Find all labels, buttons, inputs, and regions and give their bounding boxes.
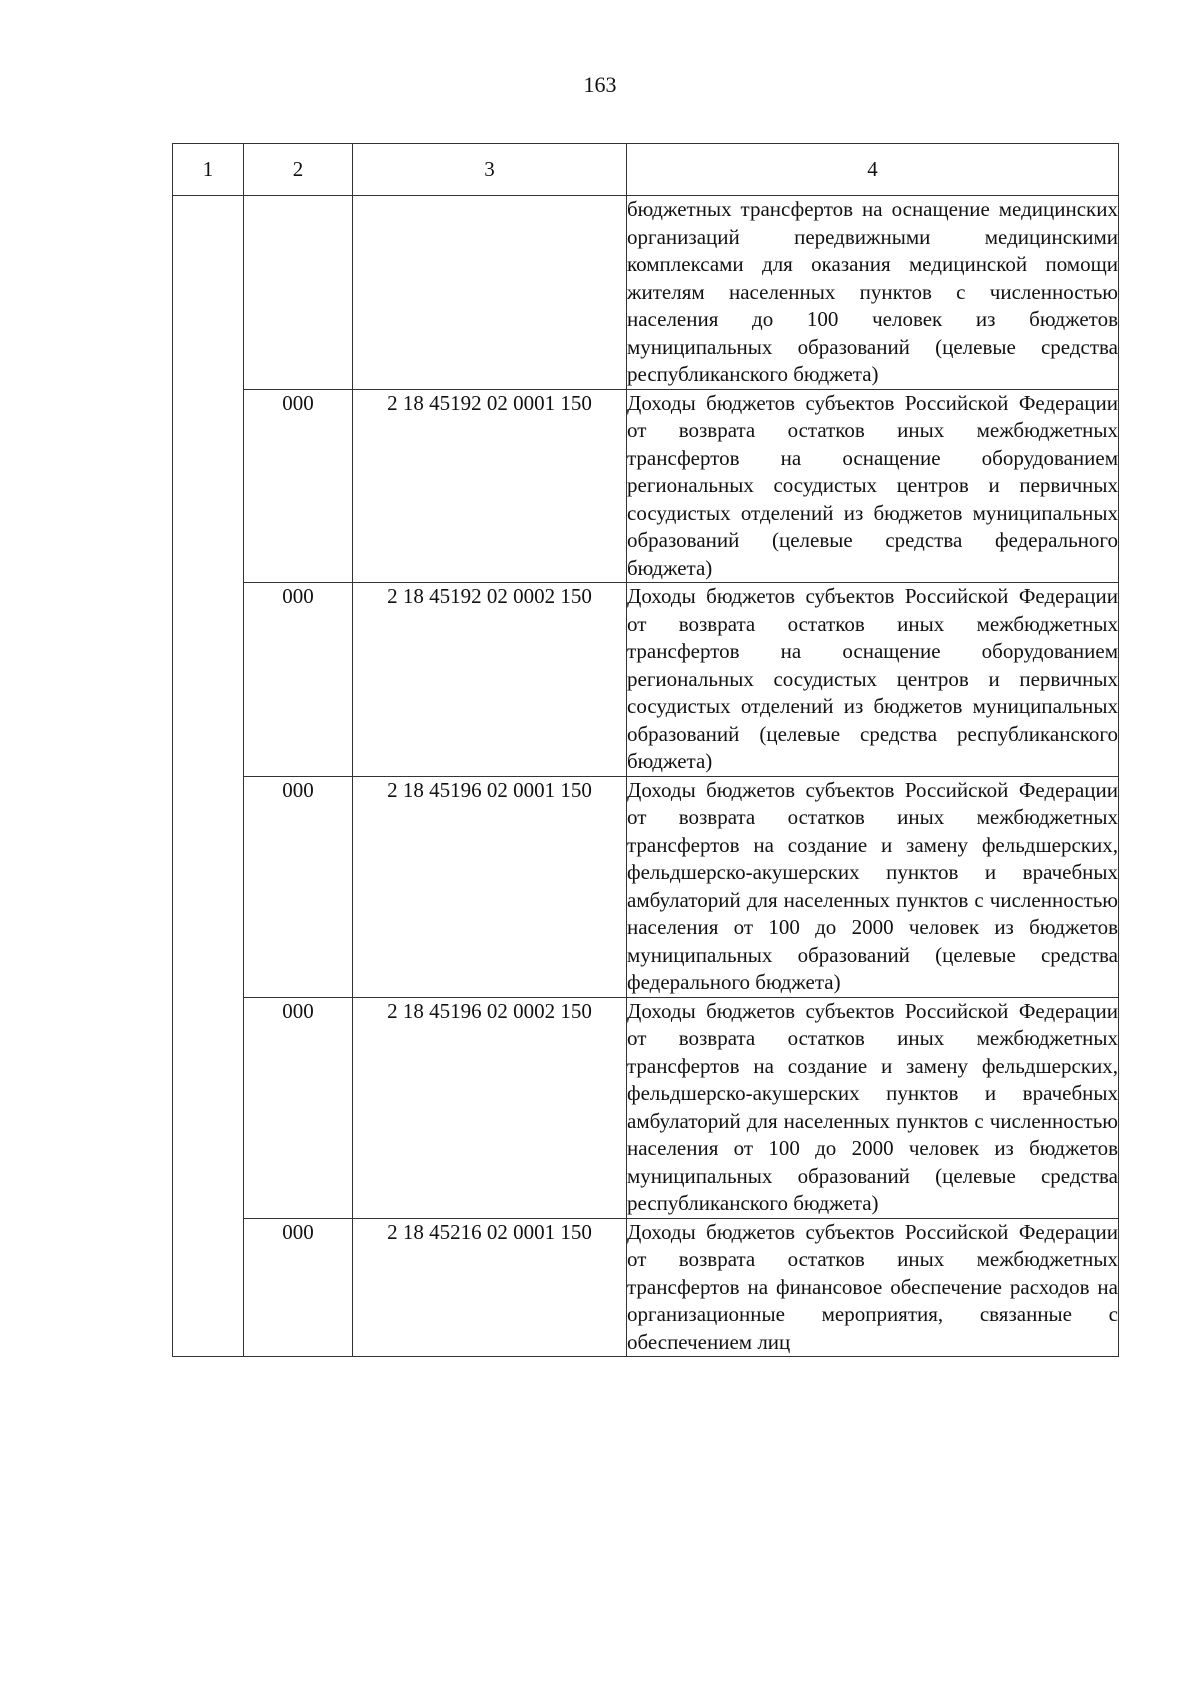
revenue-description-cell: Доходы бюджетов субъектов Российской Федерации от возврата остатков иных межбюджетных трансфертов на оснащение оборудованием региональных сосудистых центров и первичных сосудистых отделений из бюджетов муниципальных образований (целевые средства республиканского бюджета): [627, 583, 1119, 777]
table-row: [173, 583, 1119, 777]
admin-code-cell: 000: [244, 583, 353, 777]
revenue-description-cell: бюджетных трансфертов на оснащение медицинских организаций передвижными медицинскими комплексами для оказания медицинской помощи жителям населенных пунктов с численностью населения до 100 человек из бюджетов муниципальных образований (целевые средства республиканского бюджета): [627, 196, 1119, 390]
table-row: [173, 196, 1119, 390]
table-row: [173, 776, 1119, 997]
admin-code-cell: 000: [244, 997, 353, 1218]
revenue-description-cell: Доходы бюджетов субъектов Российской Федерации от возврата остатков иных межбюджетных трансфертов на создание и замену фельдшерских, фельдшерско-акушерских пунктов и врачебных амбулаторий для населенных пунктов с численностью населения от 100 до 2000 человек из бюджетов муниципальных образований (целевые средства федерального бюджета): [627, 776, 1119, 997]
header-col-1: 1: [173, 144, 244, 196]
table-header-row: [173, 144, 1119, 196]
budget-classification-code-cell: 2 18 45196 02 0002 150: [353, 997, 627, 1218]
admin-code-cell: 000: [244, 776, 353, 997]
revenue-description-cell: Доходы бюджетов субъектов Российской Федерации от возврата остатков иных межбюджетных трансфертов на финансовое обеспечение расходов на организационные мероприятия, связанные с обеспечением лиц: [627, 1218, 1119, 1357]
header-col-3: 3: [353, 144, 627, 196]
budget-classification-code-cell: 2 18 45192 02 0002 150: [353, 583, 627, 777]
header-col-2: 2: [244, 144, 353, 196]
budget-classification-code-cell: 2 18 45216 02 0001 150: [353, 1218, 627, 1357]
budget-classification-code-cell: 2 18 45196 02 0001 150: [353, 776, 627, 997]
table-row: [173, 1218, 1119, 1357]
header-col-4: 4: [627, 144, 1119, 196]
page-number: 163: [583, 72, 617, 97]
budget-revenue-table: [172, 143, 1119, 1357]
column-1-merged-cell: [173, 196, 244, 1357]
admin-code-cell: [244, 196, 353, 390]
budget-classification-code-cell: [353, 196, 627, 390]
revenue-description-cell: Доходы бюджетов субъектов Российской Федерации от возврата остатков иных межбюджетных трансфертов на создание и замену фельдшерских, фельдшерско-акушерских пунктов и врачебных амбулаторий для населенных пунктов с численностью населения от 100 до 2000 человек из бюджетов муниципальных образований (целевые средства республиканского бюджета): [627, 997, 1119, 1218]
table-row: [173, 389, 1119, 583]
table-row: [173, 997, 1119, 1218]
budget-classification-code-cell: 2 18 45192 02 0001 150: [353, 389, 627, 583]
revenue-description-cell: Доходы бюджетов субъектов Российской Федерации от возврата остатков иных межбюджетных трансфертов на оснащение оборудованием региональных сосудистых центров и первичных сосудистых отделений из бюджетов муниципальных образований (целевые средства федерального бюджета): [627, 389, 1119, 583]
admin-code-cell: 000: [244, 389, 353, 583]
admin-code-cell: 000: [244, 1218, 353, 1357]
